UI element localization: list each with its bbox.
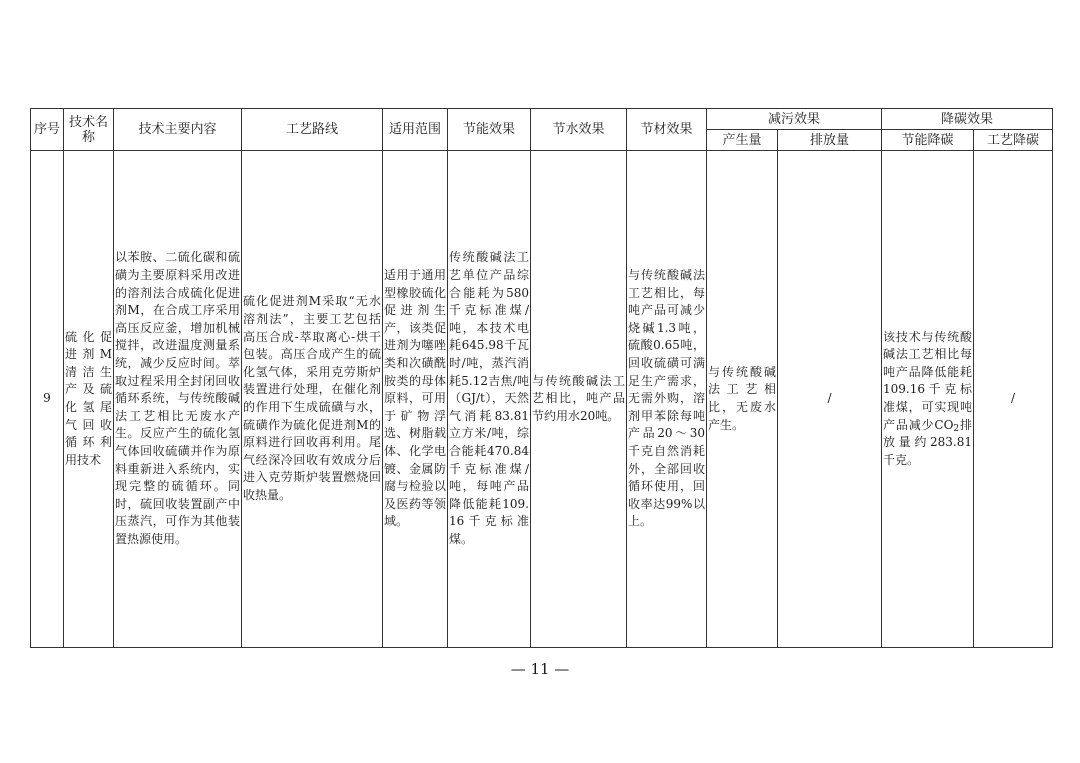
header-pollution-reduction: 减污效果 (707, 109, 882, 130)
cell-main-content (114, 151, 242, 648)
energy-carbon-value (883, 329, 972, 470)
main-content-value: 以苯胺、二硫化碳和硫磺为主要原料采用改进的溶剂法合成硫化促进剂M，在合成工序采用高压反应釜，增加机械搅拌，改进温度测量系统，减少反应时间。萃取过程采用全封闭回收循环系统，与传统酸碱法工艺相比无废水产生。反应产生的硫化氢气体回收硫磺并作为原料重新进入系统内，实现完整的硫循环。同时，硫回收装置副产中压蒸汽，可作为其他装置热源使用。 (115, 250, 240, 546)
cell-energy-carbon (882, 151, 974, 648)
seq-value: 9 (43, 391, 51, 406)
header-main-content: 技术主要内容 (114, 109, 242, 151)
header-seq: 序号 (31, 109, 64, 151)
header-row-1 (31, 109, 1053, 130)
header-material-saving: 节材效果 (627, 109, 707, 151)
header-energy-saving: 节能效果 (448, 109, 531, 151)
cell-tech-name (64, 151, 114, 648)
header-process-route: 工艺路线 (242, 109, 383, 151)
header-tech-name: 技术名称 (64, 109, 114, 151)
header-scope: 适用范围 (383, 109, 448, 151)
cell-process-carbon (974, 151, 1053, 648)
header-process-carbon: 工艺降碳 (974, 130, 1053, 151)
emission-value: / (827, 391, 832, 406)
water-saving-value: 与传统酸碱法工艺相比，吨产品节约用水20吨。 (532, 373, 625, 423)
page-number: — 11 — (510, 660, 570, 678)
cell-scope (383, 151, 448, 648)
cell-generation (707, 151, 778, 648)
table-row (31, 151, 1053, 648)
cell-emission (778, 151, 882, 648)
tech-name-value: 硫化促进剂M清洁生产及硫化氢尾气回收循环利用技术 (65, 329, 112, 467)
co2-subscript: 2 (953, 423, 960, 434)
cell-seq (31, 151, 64, 648)
technology-table-sheet (30, 108, 1052, 650)
cell-energy-saving (448, 151, 531, 648)
generation-value: 与传统酸碱法工艺相比，无废水产生。 (708, 364, 776, 432)
energy-carbon-text-pre: 该技术与传统酸碱法工艺相比每吨产品降低能耗109.16千克标准煤，可实现吨产品减少CO (883, 329, 973, 432)
header-energy-carbon: 节能降碳 (882, 130, 974, 151)
material-saving-value: 与传统酸碱法工艺相比，每吨产品可减少烧碱1.3吨，硫酸0.65吨，回收硫磺可满足生产需求，无需外购，溶剂甲苯除每吨产品20～30千克自然消耗外，全部回收循环使用，回收率达99%以上。 (628, 268, 705, 529)
scope-value: 适用于通用型橡胶硫化促进剂生产，该类促进剂为噻唑类和次磺酰胺类的母体原料，可用于矿物浮选、树脂载体、化学电镀、金属防腐与检验以及医药等领域。 (384, 268, 446, 529)
header-emission: 排放量 (778, 130, 882, 151)
energy-saving-value: 传统酸碱法工艺单位产品综合能耗为580千克标准煤/吨，本技术电耗645.98千瓦时/吨，蒸汽消耗5.12吉焦/吨（GJ/t），天然气消耗83.81立方米/吨，综合能耗470.84千克标准煤/吨，每吨产品降低能耗109.16千克标准煤。 (449, 250, 529, 546)
technology-table (30, 108, 1053, 648)
cell-process-route (242, 151, 383, 648)
cell-material-saving (627, 151, 707, 648)
header-water-saving: 节水效果 (531, 109, 627, 151)
process-route-value: 硫化促进剂M采取“无水溶剂法”，主要工艺包括高压合成-萃取离心-烘干包装。高压合成产生的硫化氢气体，采用克劳斯炉装置进行处理，在催化剂的作用下生成硫磺与水，硫磺作为硫化促进剂M的原料进行回收再利用。尾气经深冷回收有效成分后进入克劳斯炉装置燃烧回收热量。 (243, 294, 381, 502)
header-generation: 产生量 (707, 130, 778, 151)
header-carbon-reduction: 降碳效果 (882, 109, 1053, 130)
energy-carbon-text-post: 排放量约283.81千克。 (883, 417, 973, 467)
cell-water-saving (531, 151, 627, 648)
process-carbon-value: / (1011, 391, 1016, 406)
